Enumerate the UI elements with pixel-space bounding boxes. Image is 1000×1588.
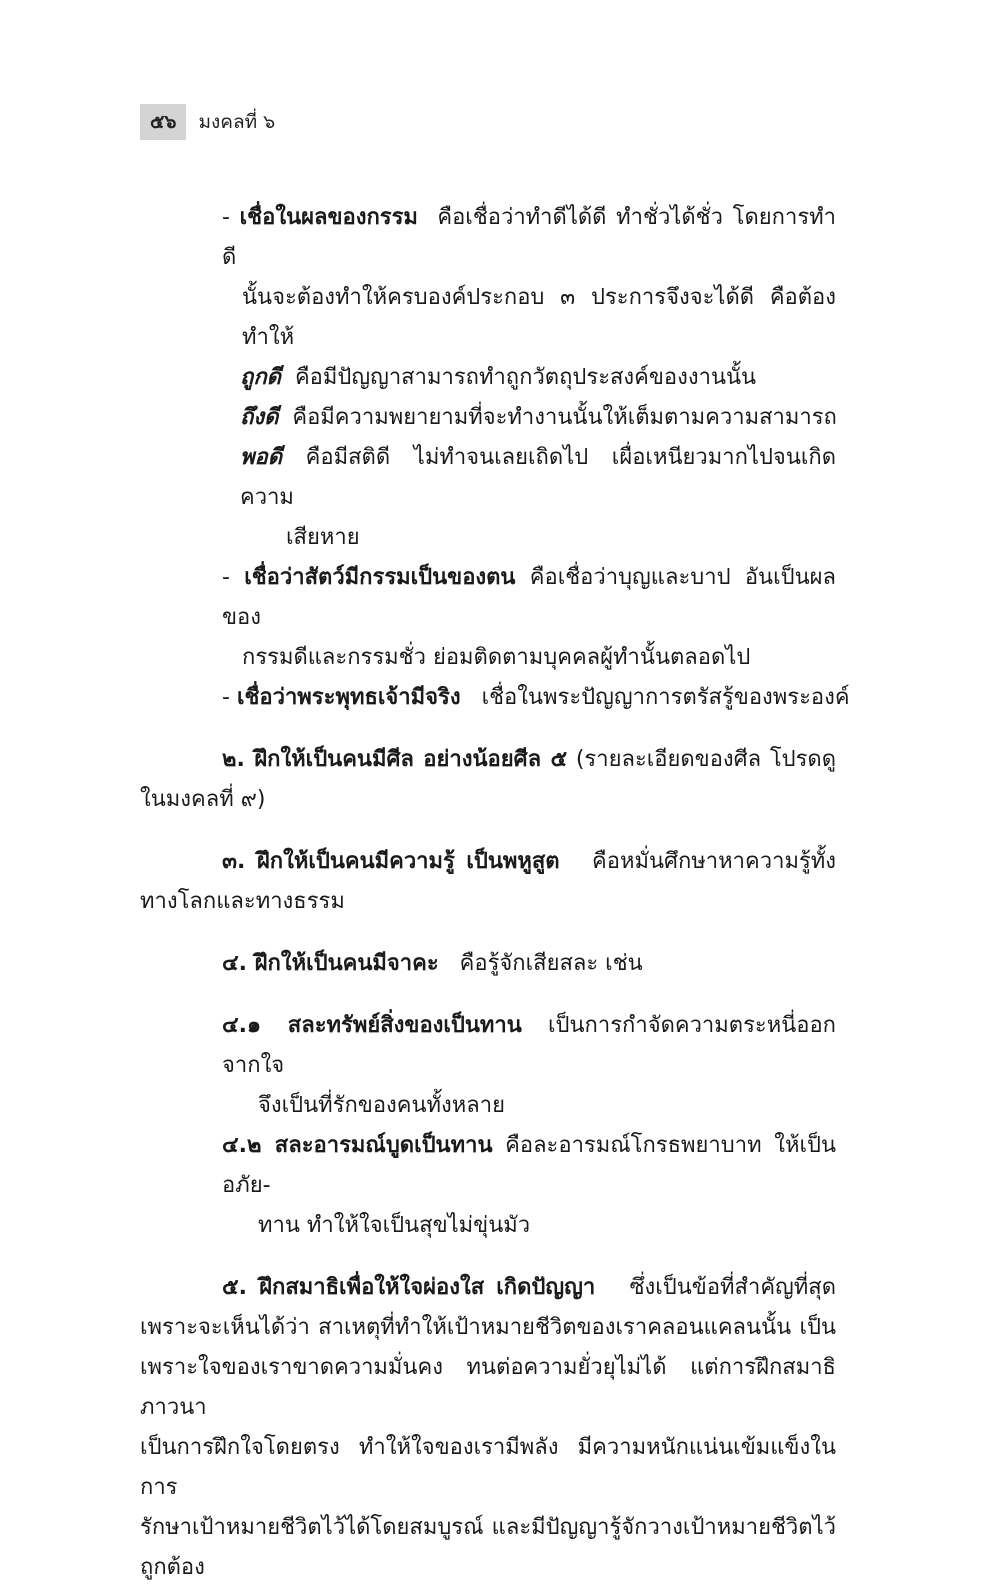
sub-item-thungdi-text: คือมีความพยายามที่จะทำงานนั้นให้เต็มตามความสามารถ	[292, 405, 837, 430]
sub-item-phodi	[140, 438, 836, 518]
sub-item-phodi-text: คือมีสติดี ไม่ทำจนเลยเถิดไป เผื่อเหนียวมากไปจนเกิดความ	[240, 445, 836, 510]
section-5-line-1	[140, 1268, 836, 1308]
section-5-line-5: รักษาเป้าหมายชีวิตไว้ได้โดยสมบูรณ์ และมีปัญญารู้จักวางเป้าหมายชีวิตไว้ถูกต้อง	[140, 1515, 836, 1580]
section-2-line-2: ในมงคลที่ ๙)	[140, 787, 266, 812]
section-3-line-1	[140, 842, 836, 882]
chapter-title: มงคลที่ ๖	[198, 111, 276, 133]
bullet-karma-text: คือเชื่อว่าทำดีได้ดี ทำชั่วได้ชั่ว โดยการทำดี	[222, 205, 836, 270]
bullet-karma-line-3: ทำให้	[242, 325, 295, 350]
page-header	[140, 104, 275, 140]
item-4-1-line-1	[140, 1006, 836, 1086]
bullet-buddha-text: เชื่อในพระปัญญาการตรัสรู้ของพระองค์	[481, 685, 850, 710]
section-2-heading: ๒. ฝึกให้เป็นคนมีศีล อย่างน้อยศีล ๕	[222, 747, 568, 772]
bullet-karma-line-1: - เชื่อในผลของกรรม คือเชื่อว่าทำดีได้ดี ทำชั่วได้ชั่ว โดยการทำดี	[222, 205, 836, 270]
section-5-line-3: เพราะใจของเราขาดความมั่นคง ทนต่อความยั่วยุไม่ได้ แต่การฝึกสมาธิภาวนา	[140, 1355, 836, 1420]
section-5-text: ซึ่งเป็นข้อที่สำคัญที่สุด	[629, 1275, 837, 1300]
bullet-karma-line-2: นั้นจะต้องทำให้ครบองค์ประกอบ ๓ ประการจึงจะได้ดี คือต้อง	[242, 285, 836, 310]
section-5-line-4: เป็นการฝึกใจโดยตรง ทำให้ใจของเรามีพลัง มีความหนักแน่นเข้มแข็งในการ	[140, 1435, 836, 1500]
term-thungdi: ถึงดี	[240, 405, 279, 430]
section-5-heading: ๕. ฝึกสมาธิเพื่อให้ใจผ่องใส เกิดปัญญา	[222, 1275, 596, 1300]
section-3-text: คือหมั่นศึกษาหาความรู้ทั้ง	[592, 849, 837, 874]
item-4-1-text: เป็นการกำจัดความตระหนี่ออกจากใจ	[222, 1013, 836, 1078]
page-body	[140, 198, 850, 1588]
section-2-text: (รายละเอียดของศีล โปรดดู	[575, 747, 836, 772]
sub-item-thukdi-text: คือมีปัญญาสามารถทำถูกวัตถุประสงค์ของงานนั้น	[294, 365, 757, 390]
item-4-2-line-2: ทาน ทำให้ใจเป็นสุขไม่ขุ่นมัว	[258, 1213, 531, 1238]
section-5-line-2: เพราะจะเห็นได้ว่า สาเหตุที่ทำให้เป้าหมายชีวิตของเราคลอนแคลนนั้น เป็น	[140, 1315, 836, 1340]
bullet-buddha-heading: เชื่อว่าพระพุทธเจ้ามีจริง	[236, 685, 461, 710]
bullet-karma-heading: เชื่อในผลของกรรม	[239, 205, 418, 230]
section-4-text: คือรู้จักเสียสละ เช่น	[459, 951, 643, 976]
term-phodi: พอดี	[240, 445, 283, 470]
term-thukdi: ถูกดี	[240, 365, 281, 390]
item-4-2-heading: ๔.๒ สละอารมณ์บูดเป็นทาน	[222, 1133, 493, 1158]
section-4-heading: ๔. ฝึกให้เป็นคนมีจาคะ	[222, 951, 439, 976]
bullet-buddha-line: - เชื่อว่าพระพุทธเจ้ามีจริง เชื่อในพระปัญญาการตรัสรู้ของพระองค์	[222, 685, 850, 710]
section-4-line-1	[140, 944, 836, 984]
item-4-1-heading: ๔.๑ สละทรัพย์สิ่งของเป็นทาน	[222, 1013, 522, 1038]
page-number: ๕๖	[140, 104, 186, 140]
sub-item-thungdi	[140, 398, 836, 438]
item-4-2-line-1	[140, 1126, 836, 1206]
bullet-own-karma-heading: เชื่อว่าสัตว์มีกรรมเป็นของตน	[244, 565, 516, 590]
bullet-own-karma-line-1: - เชื่อว่าสัตว์มีกรรมเป็นของตน คือเชื่อว่าบุญและบาป อันเป็นผลของ	[222, 565, 836, 630]
bullet-own-karma-line-2: กรรมดีและกรรมชั่ว ย่อมติดตามบุคคลผู้ทำนั้นตลอดไป	[242, 645, 751, 670]
sub-item-thukdi	[140, 358, 836, 398]
section-2-line-1	[140, 740, 836, 780]
bullet-own-karma-text: คือเชื่อว่าบุญและบาป อันเป็นผลของ	[222, 565, 836, 630]
sub-item-phodi-cont: เสียหาย	[286, 525, 360, 550]
item-4-1-line-2: จึงเป็นที่รักของคนทั้งหลาย	[258, 1093, 506, 1118]
spacer	[140, 984, 836, 1006]
section-3-heading: ๓. ฝึกให้เป็นคนมีความรู้ เป็นพหูสูต	[222, 849, 560, 874]
section-3-line-2: ทางโลกและทางธรรม	[140, 889, 345, 914]
item-4-2-text: คือละอารมณ์โกรธพยาบาท ให้เป็นอภัย-	[222, 1133, 837, 1198]
